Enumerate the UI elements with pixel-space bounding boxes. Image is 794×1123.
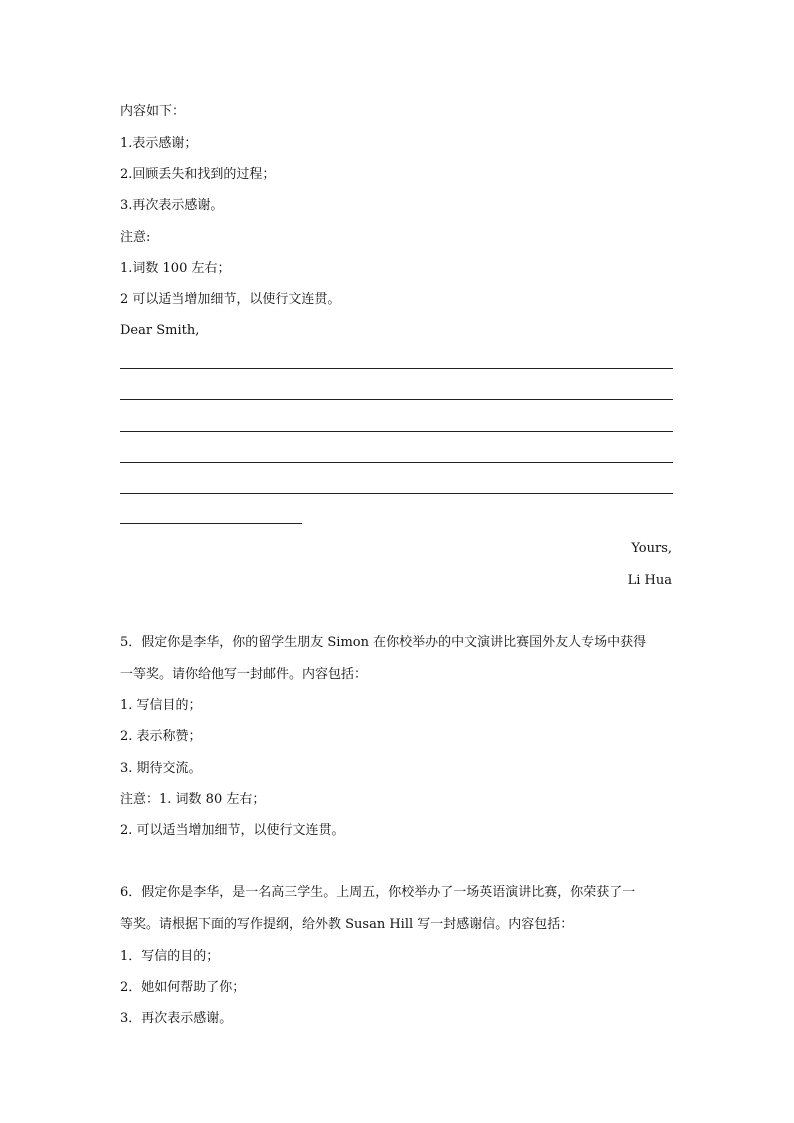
q6-point-1: 1．写信的目的； (120, 949, 220, 964)
q5-line-2: 一等奖。请你给他写一封邮件。内容包括： (120, 667, 368, 682)
q5-line-1: 5．假定你是李华，你的留学生朋友 Simon 在你校举办的中文演讲比赛国外友人专场中获得 (120, 635, 647, 650)
q5-point-2: 2. 表示称赞； (120, 729, 202, 744)
answer-line (120, 462, 673, 463)
q6-line-2: 等奖。请根据下面的写作提纲，给外教 Susan Hill 写一封感谢信。内容包括： (120, 917, 574, 932)
answer-line (120, 368, 673, 369)
note-label: 注意: (120, 230, 151, 245)
answer-line (120, 399, 673, 400)
q6-point-2: 2．她如何帮助了你； (120, 980, 246, 995)
q6-point-3: 3．再次表示感谢。 (120, 1011, 233, 1026)
answer-line (120, 493, 673, 494)
note-1: 1.词数 100 左右； (120, 261, 231, 276)
closing: Yours, (631, 541, 672, 556)
answer-line-short (120, 523, 302, 524)
q5-note-1: 注意：1. 词数 80 左右； (120, 792, 266, 807)
salutation: Dear Smith, (120, 323, 200, 338)
answer-line (120, 431, 673, 432)
q5-point-1: 1. 写信目的； (120, 698, 202, 713)
q5-note-2: 2. 可以适当增加细节，以使行文连贯。 (120, 823, 345, 838)
task-point-2: 2.回顾丢失和找到的过程； (120, 167, 276, 182)
note-2: 2 可以适当增加细节，以使行文连贯。 (120, 292, 341, 307)
task-intro: 内容如下： (120, 104, 186, 119)
task-point-3: 3.再次表示感谢。 (120, 198, 224, 213)
signature: Li Hua (627, 573, 672, 588)
task-point-1: 1.表示感谢； (120, 136, 198, 151)
q5-point-3: 3. 期待交流。 (120, 761, 202, 776)
q6-line-1: 6．假定你是李华，是一名高三学生。上周五，你校举办了一场英语演讲比赛，你荣获了一 (120, 885, 636, 900)
